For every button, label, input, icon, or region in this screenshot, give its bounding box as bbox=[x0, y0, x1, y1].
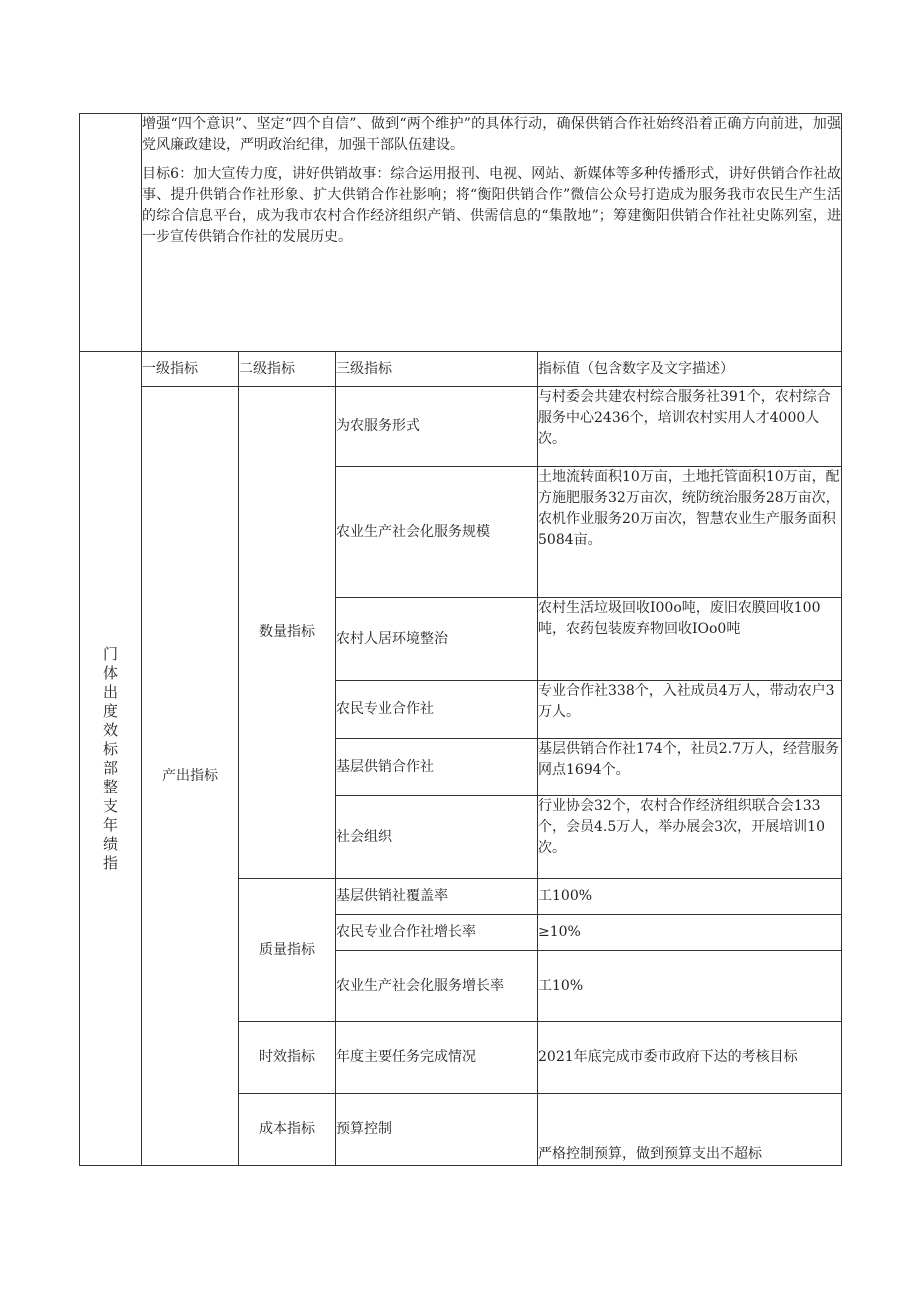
intro-text-cell bbox=[142, 114, 842, 352]
indicator-value: 行业协会32个，农村合作经济组织联合会133个，会员4.5万人，举办展会3次，开展培训10次。 bbox=[538, 796, 842, 879]
header-row bbox=[80, 352, 842, 387]
group-quality: 质量指标 bbox=[239, 879, 336, 1022]
header-level2: 二级指标 bbox=[239, 352, 336, 387]
group-cost: 成本指标 bbox=[239, 1094, 336, 1166]
section-label-cell bbox=[80, 352, 142, 1166]
indicator-name: 基层供销社覆盖率 bbox=[336, 879, 538, 915]
performance-table bbox=[79, 113, 842, 1166]
indicator-value: 工10% bbox=[538, 951, 842, 1022]
indicator-name: 农业生产社会化服务规模 bbox=[336, 467, 538, 598]
indicator-name: 农业生产社会化服务增长率 bbox=[336, 951, 538, 1022]
indicator-value: 基层供销合作社174个，社员2.7万人，经营服务网点1694个。 bbox=[538, 739, 842, 796]
indicator-value: 土地流转面积10万亩，土地托管面积10万亩，配方施肥服务32万亩次，统防统治服务28万亩次，农机作业服务20万亩次，智慧农业生产服务面积5084亩。 bbox=[538, 467, 842, 598]
intro-row bbox=[80, 114, 842, 352]
group-quantity: 数量指标 bbox=[239, 387, 336, 879]
indicator-value: 专业合作社338个，入社成员4万人，带动农户3万人。 bbox=[538, 681, 842, 739]
indicator-name: 农民专业合作社增长率 bbox=[336, 915, 538, 951]
intro-paragraph-2: 目标6：加大宣传力度，讲好供销故事：综合运用报刊、电视、网站、新媒体等多种传播形式，讲好供销合作社故事、提升供销合作社形象、扩大供销合作社影响；将“衡阳供销合作”微信公众号打造成为服务我市农民生产生活的综合信息平台，成为我市农村合作经济组织产销、供需信息的“集散地”；筹建衡阳供销合作社社史陈列室，进一步宣传供销合作社的发展历史。 bbox=[142, 166, 842, 245]
indicator-name: 农村人居环境整治 bbox=[336, 598, 538, 681]
indicator-value: 农村生活垃圾回收I00o吨，废旧农膜回收100吨，农药包装废弃物回收IOo0吨 bbox=[538, 598, 842, 681]
indicator-value: 与村委会共建农村综合服务社391个，农村综合服务中心2436个，培训农村实用人才4000人次。 bbox=[538, 387, 842, 467]
indicator-name: 年度主要任务完成情况 bbox=[336, 1022, 538, 1094]
indicator-name: 为农服务形式 bbox=[336, 387, 538, 467]
header-value: 指标值（包含数字及文字描述） bbox=[538, 352, 842, 387]
section-label: 门体出度效标部整支年绩指 bbox=[103, 644, 119, 872]
indicator-value: 严格控制预算，做到预算支出不超标 bbox=[538, 1094, 842, 1166]
intro-left-blank bbox=[80, 114, 142, 352]
group-output: 产出指标 bbox=[142, 387, 239, 1166]
header-level3: 三级指标 bbox=[336, 352, 538, 387]
header-level1: 一级指标 bbox=[142, 352, 239, 387]
indicator-name: 预算控制 bbox=[336, 1094, 538, 1166]
intro-paragraph-1: 增强“四个意识”、坚定“四个自信”、做到“两个维护”的具体行动，确保供销合作社始终沿着正确方向前进，加强党风廉政建设，严明政治纪律，加强干部队伍建设。 bbox=[142, 116, 842, 153]
indicator-name: 基层供销合作社 bbox=[336, 739, 538, 796]
indicator-value: 工100% bbox=[538, 879, 842, 915]
indicator-name: 农民专业合作社 bbox=[336, 681, 538, 739]
group-timeliness: 时效指标 bbox=[239, 1022, 336, 1094]
indicator-value: ≥10% bbox=[538, 915, 842, 951]
indicator-value: 2021年底完成市委市政府下达的考核目标 bbox=[538, 1022, 842, 1094]
indicator-name: 社会组织 bbox=[336, 796, 538, 879]
table-row bbox=[80, 387, 842, 467]
